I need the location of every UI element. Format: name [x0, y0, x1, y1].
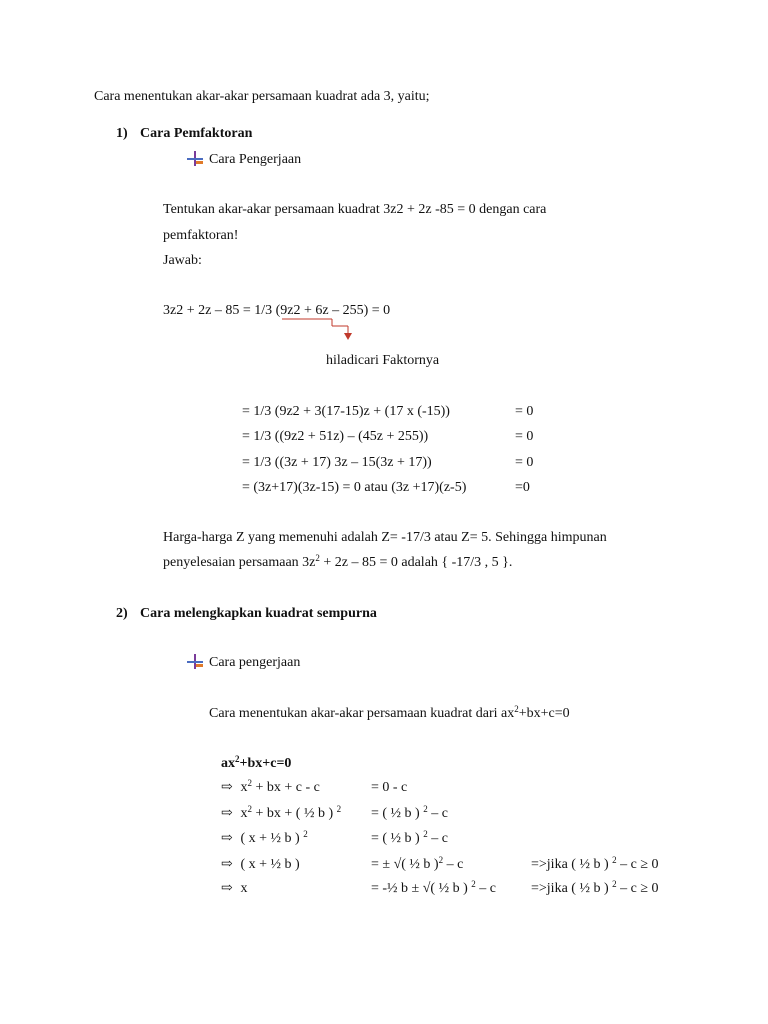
derivation-right: = ( ½ b ) $^2$ – c	[371, 829, 448, 846]
derivation-left: ⇨ ( x + ½ b ) $^2$	[221, 829, 308, 846]
question-line2: pemfaktoran!	[163, 228, 239, 243]
bullet-pin-icon	[186, 653, 204, 671]
answer-label: Jawab:	[163, 253, 202, 268]
derivation-condition: =>jika ( ½ b ) $^2$ – c ≥ 0	[531, 879, 659, 896]
step-right: = 0	[515, 404, 534, 419]
implies-arrow-icon: ⇨	[221, 806, 233, 821]
main-equation: 3z2 + 2z – 85 = 1/3 (9z2 + 6z – 255) = 0	[163, 303, 391, 318]
step-right: = 0	[515, 455, 534, 470]
step-left: = 1/3 ((9z2 + 51z) – (45z + 255))	[242, 429, 429, 444]
step-right: =0	[515, 480, 530, 495]
derivation-left: ⇨ ( x + ½ b )	[221, 857, 300, 872]
derivation-left: ⇨ $x^2$ + bx + c - c	[221, 778, 320, 795]
implies-arrow-icon: ⇨	[221, 881, 233, 896]
section2-bullet-label: Cara pengerjaan	[209, 655, 301, 670]
section1-title: Cara Pemfaktoran	[140, 126, 253, 141]
step-left: = (3z+17)(3z-15) = 0 atau (3z +17)(z-5)	[242, 480, 467, 495]
section2-description: Cara menentukan akar-akar persamaan kuadrat dari $ax^2+bx+c=0$	[209, 704, 570, 721]
section1-number: 1)	[116, 126, 128, 141]
factor-note: hiladicari Faktornya	[326, 353, 440, 368]
derivation-right: = 0 - c	[371, 780, 408, 795]
conclusion-line1: Harga-harga Z yang memenuhi adalah Z= -17/3 atau Z= 5. Sehingga himpunan	[163, 530, 607, 545]
step-left: = 1/3 (9z2 + 3(17-15)z + (17 x (-15))	[242, 404, 450, 419]
derivation-left: ⇨ x	[221, 881, 248, 896]
derivation-right: = -½ b ± √( ½ b ) $^2$ – c	[371, 879, 496, 896]
derivation-right: = ± √( ½ b )$^2$ – c	[371, 855, 464, 872]
derivation-condition: =>jika ( ½ b ) $^2$ – c ≥ 0	[531, 855, 659, 872]
question-line1: Tentukan akar-akar persamaan kuadrat 3z2 + 2z -85 = 0 dengan cara	[163, 202, 547, 217]
derivation-left: ⇨ $x^2$ + bx + ( ½ b ) $^2$	[221, 804, 342, 821]
bullet-pin-icon	[186, 150, 204, 168]
section2-number: 2)	[116, 606, 128, 621]
derivation-right: = ( ½ b ) $^2$ – c	[371, 804, 448, 821]
implies-arrow-icon: ⇨	[221, 780, 233, 795]
factor-arrow-icon	[280, 318, 360, 342]
conclusion-line2: penyelesaian persamaan $3z^2 + 2z - 85 = 0$ adalah { -17/3 , 5 }.	[163, 553, 513, 570]
section1-bullet-label: Cara Pengerjaan	[209, 152, 302, 167]
implies-arrow-icon: ⇨	[221, 831, 233, 846]
intro-text: Cara menentukan akar-akar persamaan kuadrat ada 3, yaitu;	[94, 89, 430, 104]
step-right: = 0	[515, 429, 534, 444]
step-left: = 1/3 ((3z + 17) 3z – 15(3z + 17))	[242, 455, 432, 470]
equation-head: $ax^2+bx+c=0$	[221, 754, 292, 771]
implies-arrow-icon: ⇨	[221, 857, 233, 872]
section2-title: Cara melengkapkan kuadrat sempurna	[140, 606, 377, 621]
